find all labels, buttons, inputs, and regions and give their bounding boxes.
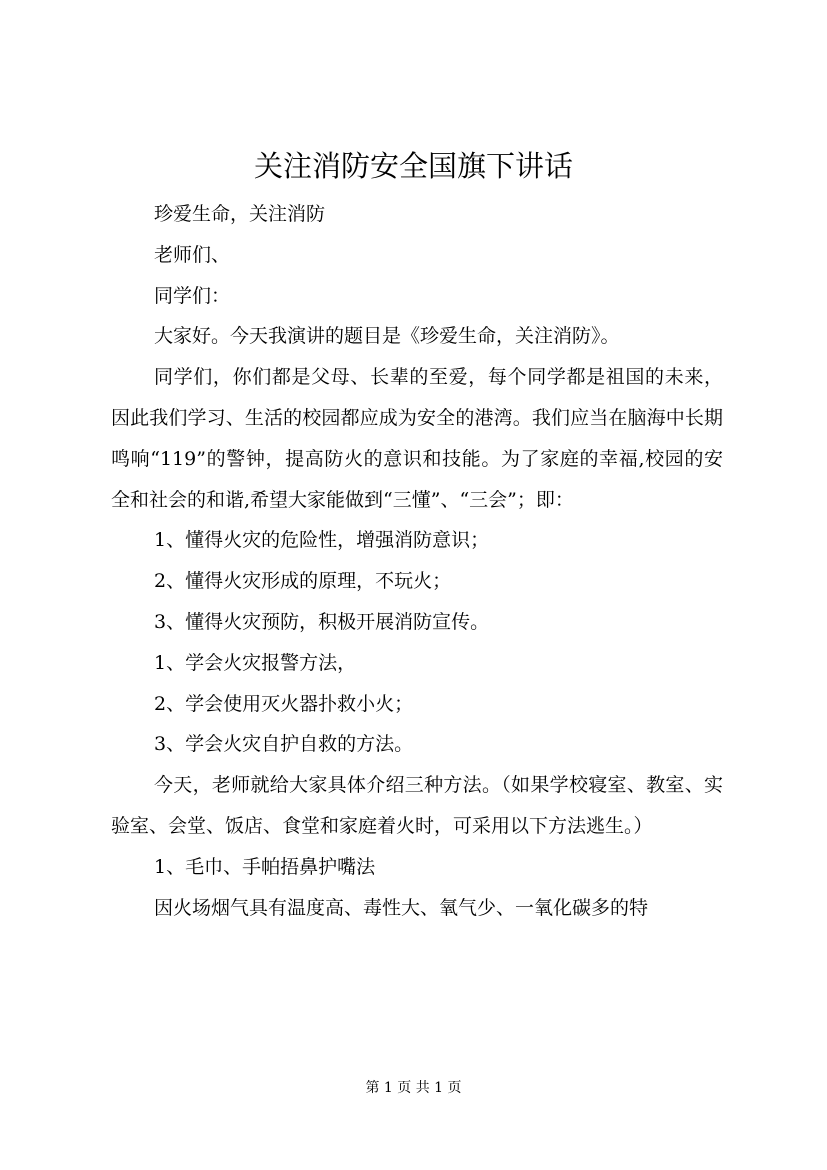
document-title: 关注消防安全国旗下讲话 bbox=[253, 149, 573, 183]
list-item-understand-2: 2、懂得火灾形成的原理，不玩火； bbox=[154, 570, 452, 593]
paragraph-intro: 大家好。今天我演讲的题目是《珍爱生命，关注消防》。 bbox=[154, 325, 620, 348]
paragraph-greeting-students: 同学们： bbox=[154, 284, 231, 307]
page-number-footer: 第 1 页 共 1 页 bbox=[365, 1080, 462, 1096]
heading-method-1: 1、毛巾、手帕捂鼻护嘴法 bbox=[154, 855, 376, 878]
list-item-learn-2: 2、学会使用灭火器扑救小火； bbox=[154, 692, 414, 715]
list-item-understand-1: 1、懂得火灾的危险性，增强消防意识； bbox=[154, 529, 490, 552]
list-item-learn-3: 3、学会火灾自护自救的方法。 bbox=[154, 733, 414, 756]
paragraph-main: 同学们，你们都是父母、长辈的至爱，每个同学都是祖国的未来，因此我们学习、生活的校园都应成为安全的港湾。我们应当在脑海中长期鸣响“119”的警钟，提高防火的意识和技能。为了家庭的幸福,校园的安全和社会的和谐,希望大家能做到“三懂”、“三会”；即： bbox=[111, 366, 723, 511]
list-item-understand-3: 3、懂得火灾预防，积极开展消防宣传。 bbox=[154, 610, 490, 633]
paragraph-subtitle: 珍爱生命，关注消防 bbox=[154, 203, 326, 225]
paragraph-methods: 今天，老师就给大家具体介绍三种方法。（如果学校寝室、教室、实验室、会堂、饭店、食堂和家庭着火时，可采用以下方法逃生。） bbox=[111, 774, 723, 837]
list-item-learn-1: 1、学会火灾报警方法， bbox=[154, 651, 357, 674]
paragraph-method-1-text: 因火场烟气具有温度高、毒性大、氧气少、一氧化碳多的特 bbox=[154, 896, 649, 919]
document-body bbox=[111, 194, 723, 928]
paragraph-greeting-teachers: 老师们、 bbox=[154, 243, 231, 266]
